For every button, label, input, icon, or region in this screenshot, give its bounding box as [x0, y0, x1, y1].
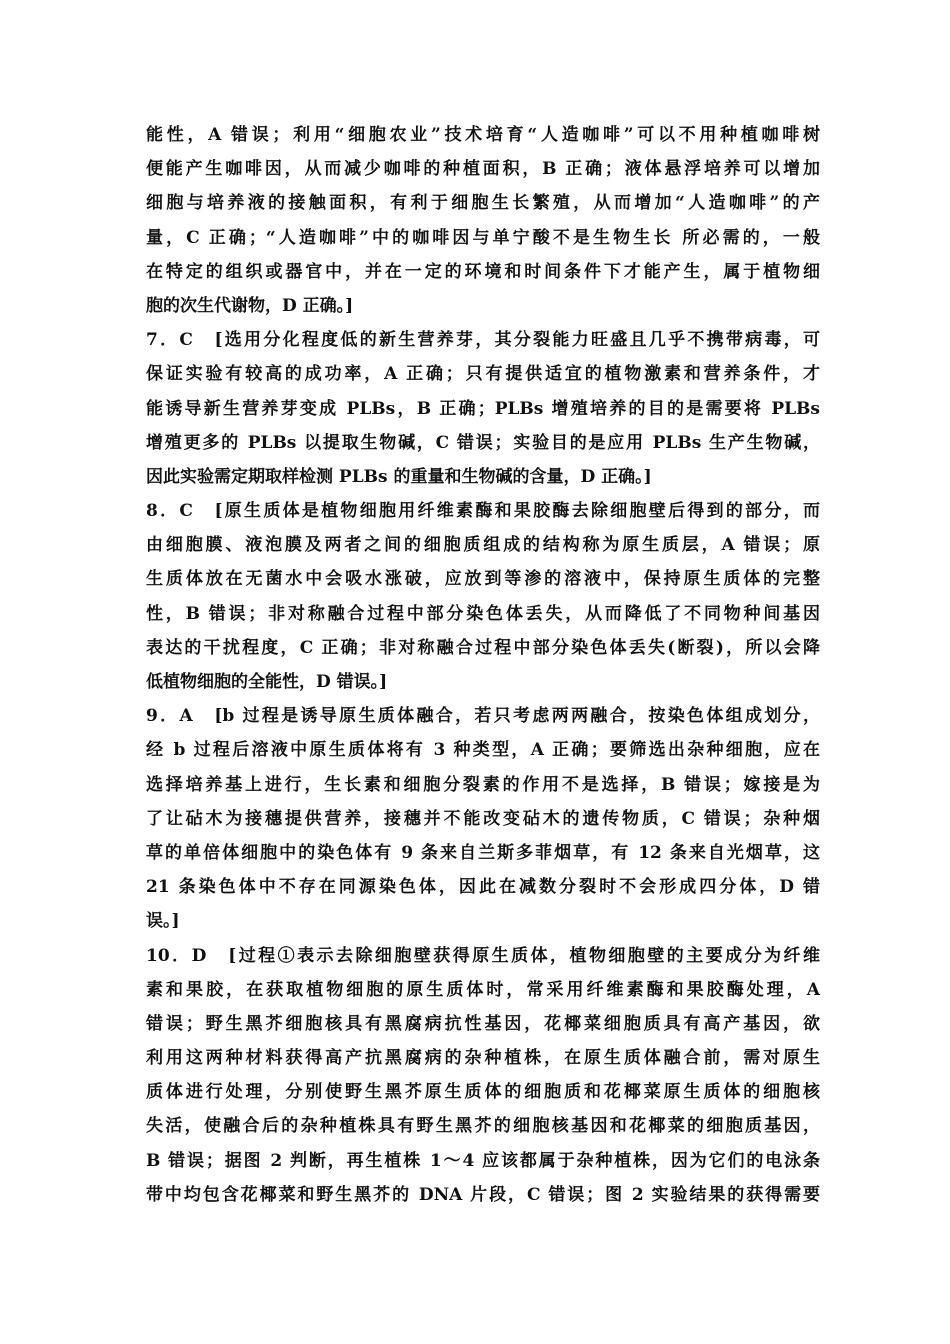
- text-line: 8．C [原生质体是植物细胞用纤维素酶和果胶酶去除细胞壁后得到的部分，而: [146, 501, 820, 522]
- text-line: 错误；野生黑芥细胞核具有黑腐病抗性基因，花椰菜细胞质具有高产基因，欲: [146, 1013, 820, 1034]
- text-line: 便能产生咖啡因，从而减少咖啡的种植面积，B 正确；液体悬浮培养可以增加: [146, 159, 820, 180]
- text-line: 失活，使融合后的杂种植株具有野生黑芥的细胞核基因和花椰菜的细胞质基因，: [146, 1116, 820, 1137]
- text-line: 21 条染色体中不存在同源染色体，因此在减数分裂时不会形成四分体，D 错: [146, 877, 820, 898]
- text-line: 量，C 正确；“人造咖啡”中的咖啡因与单宁酸不是生物生长 所必需的，一般: [146, 227, 820, 248]
- text-line: 生质体放在无菌水中会吸水涨破，应放到等渗的溶液中，保持原生质体的完整: [146, 569, 820, 590]
- text-line: 胞的次生代谢物，D 正确。]: [146, 295, 354, 316]
- text-line: 能性，A 错误；利用“细胞农业”技术培育“人造咖啡”可以不用种植咖啡树: [146, 125, 820, 145]
- text-line: 保证实验有较高的成功率，A 正确；只有提供适宜的植物激素和营养条件，才: [146, 364, 820, 385]
- text-line: B 错误；据图 2 判断，再生植株 1～4 应该都属于杂种植株，因为它们的电泳条: [146, 1150, 820, 1171]
- text-line: 利用这两种材料获得高产抗黑腐病的杂种植株，在原生质体融合前，需对原生: [146, 1048, 820, 1069]
- text-line: 素和果胶，在获取植物细胞的原生质体时，常采用纤维素酶和果胶酶处理，A: [146, 979, 820, 1000]
- text-line: 性，B 错误；非对称融合过程中部分染色体丢失，从而降低了不同物种间基因: [146, 603, 820, 624]
- text-line: 表达的干扰程度，C 正确；非对称融合过程中部分染色体丢失(断裂)，所以会降: [146, 637, 820, 658]
- text-line: 细胞与培养液的接触面积，有利于细胞生长繁殖，从而增加“人造咖啡”的产: [146, 193, 820, 214]
- text-line: 草的单倍体细胞中的染色体有 9 条来自兰斯多菲烟草，有 12 条来自光烟草，这: [146, 842, 820, 863]
- text-line: 经 b 过程后溶液中原生质体将有 3 种类型，A 正确；要筛选出杂种细胞，应在: [146, 740, 820, 761]
- text-line: 了让砧木为接穗提供营养，接穗并不能改变砧木的遗传物质，C 错误；杂种烟: [146, 808, 820, 829]
- text-line: 由细胞膜、液泡膜及两者之间的细胞质组成的结构称为原生质层，A 错误；原: [146, 535, 820, 556]
- text-line: 在特定的组织或器官中，并在一定的环境和时间条件下才能产生，属于植物细: [146, 261, 820, 282]
- text-line: 能诱导新生营养芽变成 PLBs，B 正确；PLBs 增殖培养的目的是需要将 PLBs: [146, 398, 820, 419]
- text-line: 带中均包含花椰菜和野生黑芥的 DNA 片段，C 错误；图 2 实验结果的获得需要: [146, 1184, 820, 1205]
- text-line: 低植物细胞的全能性，D 错误。]: [146, 672, 388, 692]
- text-line: 9．A [b 过程是诱导原生质体融合，若只考虑两两融合，按染色体组成划分，: [146, 706, 820, 727]
- text-line: 质体进行处理，分别使野生黑芥原生质体的细胞质和花椰菜原生质体的细胞核: [146, 1082, 820, 1103]
- text-line: 7．C [选用分化程度低的新生营养芽，其分裂能力旺盛且几乎不携带病毒，可: [146, 330, 820, 351]
- text-line: 选择培养基上进行，生长素和细胞分裂素的作用不是选择，B 错误；嫁接是为: [146, 774, 820, 795]
- text-line: 增殖更多的 PLBs 以提取生物碱，C 错误；实验目的是应用 PLBs 生产生物碱，: [146, 432, 820, 453]
- text-line: 10．D [过程①表示去除细胞壁获得原生质体，植物细胞壁的主要成分为纤维: [146, 945, 820, 966]
- text-line: 误。]: [146, 911, 180, 932]
- answer-explanation-text: [146, 118, 820, 1212]
- text-line: 因此实验需定期取样检测 PLBs 的重量和生物碱的含量，D 正确。]: [146, 466, 652, 487]
